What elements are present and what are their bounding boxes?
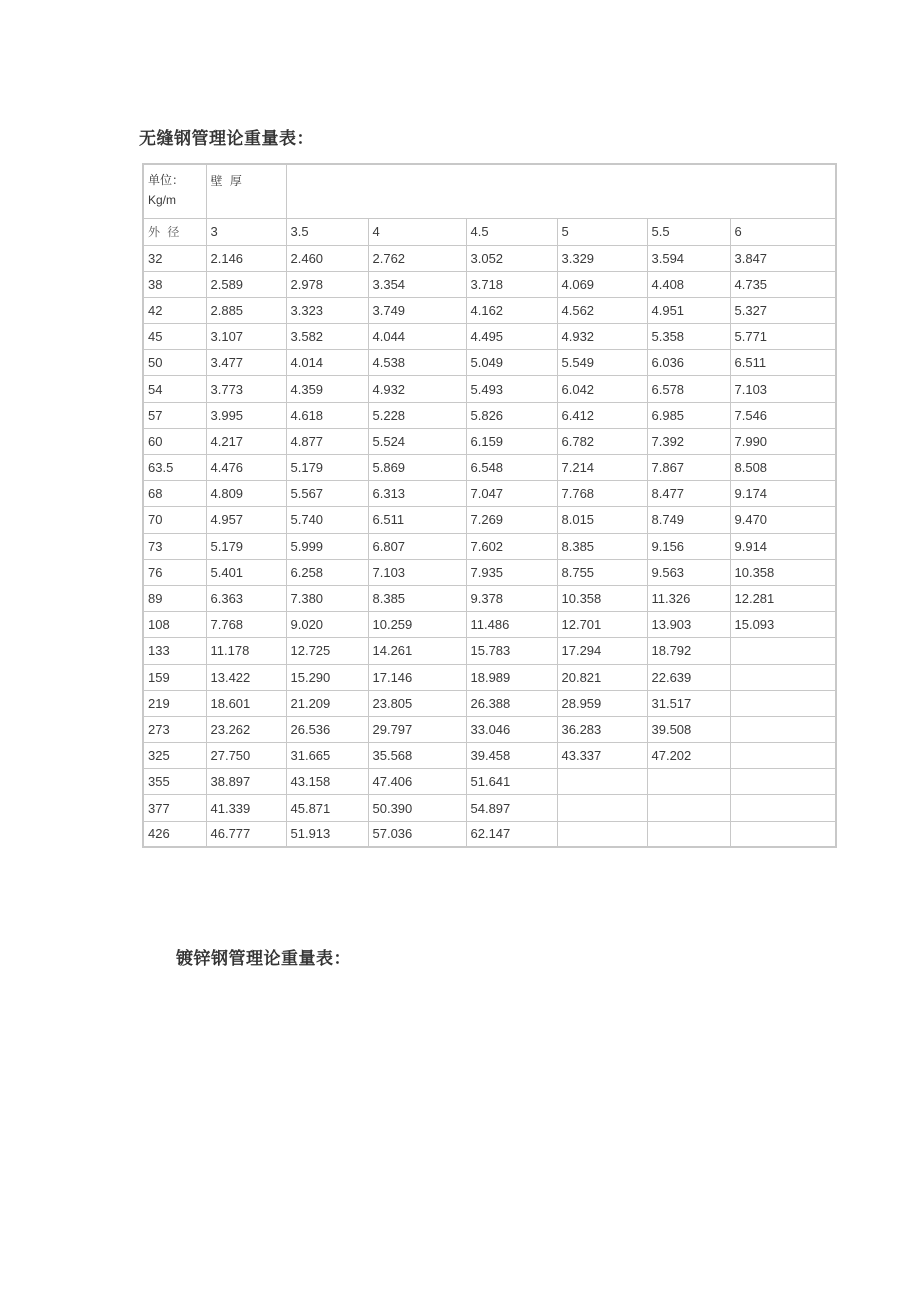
weight-cell: 38.897 xyxy=(206,769,286,795)
weight-cell: 4.162 xyxy=(466,297,557,323)
weight-cell: 5.179 xyxy=(206,533,286,559)
weight-cell: 43.337 xyxy=(557,743,647,769)
weight-cell: 5.771 xyxy=(730,324,836,350)
weight-cell: 4.538 xyxy=(368,350,466,376)
weight-cell xyxy=(557,795,647,821)
seamless-pipe-weight-table xyxy=(142,163,837,848)
weight-cell: 6.807 xyxy=(368,533,466,559)
weight-cell xyxy=(730,664,836,690)
weight-cell: 3.718 xyxy=(466,271,557,297)
weight-cell: 9.378 xyxy=(466,585,557,611)
weight-cell: 7.392 xyxy=(647,428,730,454)
table-row xyxy=(143,428,836,454)
outer-diameter-cell: 70 xyxy=(143,507,206,533)
weight-cell: 5.740 xyxy=(286,507,368,533)
table-row xyxy=(143,664,836,690)
seamless-pipe-title: 无缝钢管理论重量表： xyxy=(139,129,314,149)
weight-cell: 18.792 xyxy=(647,638,730,664)
weight-cell: 4.069 xyxy=(557,271,647,297)
weight-cell: 3.323 xyxy=(286,297,368,323)
weight-cell: 3.582 xyxy=(286,324,368,350)
header-blank-cell xyxy=(286,164,836,218)
weight-cell xyxy=(647,795,730,821)
weight-cell: 39.508 xyxy=(647,716,730,742)
weight-cell: 4.217 xyxy=(206,428,286,454)
weight-cell: 9.914 xyxy=(730,533,836,559)
weight-cell: 6.548 xyxy=(466,455,557,481)
weight-cell: 6.511 xyxy=(730,350,836,376)
weight-cell: 6.511 xyxy=(368,507,466,533)
thickness-header-cell: 5.5 xyxy=(647,218,730,245)
weight-cell: 10.358 xyxy=(730,559,836,585)
weight-cell: 7.768 xyxy=(557,481,647,507)
weight-cell xyxy=(730,821,836,847)
weight-cell: 7.047 xyxy=(466,481,557,507)
table-row xyxy=(143,585,836,611)
thickness-header-cell: 6 xyxy=(730,218,836,245)
weight-cell xyxy=(730,769,836,795)
weight-cell: 7.768 xyxy=(206,612,286,638)
weight-cell: 22.639 xyxy=(647,664,730,690)
outer-diameter-cell: 54 xyxy=(143,376,206,402)
weight-cell: 8.385 xyxy=(557,533,647,559)
weight-cell: 39.458 xyxy=(466,743,557,769)
weight-cell: 41.339 xyxy=(206,795,286,821)
weight-cell: 10.259 xyxy=(368,612,466,638)
weight-cell: 7.867 xyxy=(647,455,730,481)
thickness-header-cell: 3 xyxy=(206,218,286,245)
weight-cell: 9.563 xyxy=(647,559,730,585)
weight-cell: 9.470 xyxy=(730,507,836,533)
weight-cell: 23.262 xyxy=(206,716,286,742)
weight-cell: 6.159 xyxy=(466,428,557,454)
unit-label: 单位： xyxy=(148,173,185,187)
weight-cell xyxy=(730,716,836,742)
weight-cell: 8.015 xyxy=(557,507,647,533)
weight-cell: 4.618 xyxy=(286,402,368,428)
table-row xyxy=(143,402,836,428)
outer-diameter-cell: 38 xyxy=(143,271,206,297)
outer-diameter-cell: 159 xyxy=(143,664,206,690)
outer-diameter-cell: 76 xyxy=(143,559,206,585)
table-row xyxy=(143,297,836,323)
outer-diameter-cell: 45 xyxy=(143,324,206,350)
weight-cell: 3.773 xyxy=(206,376,286,402)
weight-cell: 5.327 xyxy=(730,297,836,323)
unit-value: Kg/m xyxy=(148,193,177,207)
table-row xyxy=(143,612,836,638)
table-row xyxy=(143,324,836,350)
table-row xyxy=(143,795,836,821)
outer-diameter-cell: 108 xyxy=(143,612,206,638)
weight-cell: 23.805 xyxy=(368,690,466,716)
wall-thickness-label: 壁 厚 xyxy=(210,174,244,188)
weight-cell: 7.103 xyxy=(730,376,836,402)
weight-cell: 5.567 xyxy=(286,481,368,507)
weight-cell: 5.179 xyxy=(286,455,368,481)
outer-diameter-cell: 325 xyxy=(143,743,206,769)
weight-cell: 2.460 xyxy=(286,245,368,271)
table-row xyxy=(143,481,836,507)
weight-cell: 3.354 xyxy=(368,271,466,297)
weight-cell: 47.406 xyxy=(368,769,466,795)
weight-cell: 6.782 xyxy=(557,428,647,454)
weight-cell: 26.388 xyxy=(466,690,557,716)
table-row xyxy=(143,769,836,795)
weight-cell: 31.665 xyxy=(286,743,368,769)
weight-cell: 54.897 xyxy=(466,795,557,821)
weight-cell: 3.995 xyxy=(206,402,286,428)
weight-cell: 11.178 xyxy=(206,638,286,664)
weight-cell: 8.508 xyxy=(730,455,836,481)
weight-cell: 7.380 xyxy=(286,585,368,611)
weight-cell: 7.214 xyxy=(557,455,647,481)
weight-cell: 5.228 xyxy=(368,402,466,428)
outer-diameter-cell: 42 xyxy=(143,297,206,323)
outer-diameter-cell: 426 xyxy=(143,821,206,847)
outer-diameter-cell: 273 xyxy=(143,716,206,742)
weight-cell: 9.156 xyxy=(647,533,730,559)
weight-cell: 17.294 xyxy=(557,638,647,664)
outer-diameter-cell: 219 xyxy=(143,690,206,716)
outer-diameter-cell: 50 xyxy=(143,350,206,376)
outer-diameter-cell: 355 xyxy=(143,769,206,795)
outer-diameter-cell: 57 xyxy=(143,402,206,428)
weight-cell xyxy=(730,743,836,769)
weight-cell: 3.749 xyxy=(368,297,466,323)
weight-cell xyxy=(730,795,836,821)
weight-cell: 57.036 xyxy=(368,821,466,847)
unit-cell xyxy=(143,164,206,218)
weight-cell: 5.999 xyxy=(286,533,368,559)
weight-cell: 5.049 xyxy=(466,350,557,376)
table-row xyxy=(143,559,836,585)
weight-cell: 28.959 xyxy=(557,690,647,716)
weight-cell: 20.821 xyxy=(557,664,647,690)
weight-cell: 5.358 xyxy=(647,324,730,350)
table-row xyxy=(143,376,836,402)
weight-cell: 5.493 xyxy=(466,376,557,402)
outer-diameter-cell: 60 xyxy=(143,428,206,454)
weight-cell: 18.601 xyxy=(206,690,286,716)
weight-cell: 6.363 xyxy=(206,585,286,611)
thickness-header-cell: 4.5 xyxy=(466,218,557,245)
weight-cell xyxy=(557,769,647,795)
weight-cell: 7.935 xyxy=(466,559,557,585)
weight-cell: 8.477 xyxy=(647,481,730,507)
weight-cell: 4.495 xyxy=(466,324,557,350)
outer-diameter-cell: 68 xyxy=(143,481,206,507)
weight-cell: 4.359 xyxy=(286,376,368,402)
wall-thickness-header xyxy=(206,164,286,218)
weight-cell: 21.209 xyxy=(286,690,368,716)
weight-cell: 6.985 xyxy=(647,402,730,428)
weight-cell: 50.390 xyxy=(368,795,466,821)
weight-cell: 5.826 xyxy=(466,402,557,428)
outer-diameter-cell: 63.5 xyxy=(143,455,206,481)
weight-cell: 6.036 xyxy=(647,350,730,376)
weight-cell: 51.641 xyxy=(466,769,557,795)
weight-cell: 9.174 xyxy=(730,481,836,507)
weight-cell xyxy=(730,690,836,716)
outer-diameter-label: 外 径 xyxy=(148,225,182,239)
weight-cell: 2.146 xyxy=(206,245,286,271)
thickness-header-cell: 3.5 xyxy=(286,218,368,245)
weight-cell: 9.020 xyxy=(286,612,368,638)
table-row xyxy=(143,245,836,271)
weight-cell: 27.750 xyxy=(206,743,286,769)
outer-diameter-cell: 32 xyxy=(143,245,206,271)
weight-cell: 4.735 xyxy=(730,271,836,297)
table-header-row xyxy=(143,164,836,218)
weight-cell: 4.809 xyxy=(206,481,286,507)
weight-cell: 4.957 xyxy=(206,507,286,533)
table-row xyxy=(143,743,836,769)
weight-cell: 13.422 xyxy=(206,664,286,690)
weight-cell xyxy=(647,769,730,795)
weight-cell: 2.589 xyxy=(206,271,286,297)
outer-diameter-cell: 89 xyxy=(143,585,206,611)
weight-cell: 3.847 xyxy=(730,245,836,271)
weight-cell: 15.093 xyxy=(730,612,836,638)
weight-cell: 2.762 xyxy=(368,245,466,271)
weight-cell: 4.562 xyxy=(557,297,647,323)
weight-cell: 8.755 xyxy=(557,559,647,585)
weight-cell: 15.783 xyxy=(466,638,557,664)
weight-cell: 3.107 xyxy=(206,324,286,350)
weight-cell: 14.261 xyxy=(368,638,466,664)
thickness-header-cell: 5 xyxy=(557,218,647,245)
weight-cell: 3.052 xyxy=(466,245,557,271)
weight-cell: 12.701 xyxy=(557,612,647,638)
weight-cell: 29.797 xyxy=(368,716,466,742)
weight-cell: 5.524 xyxy=(368,428,466,454)
weight-cell: 4.951 xyxy=(647,297,730,323)
weight-cell: 4.476 xyxy=(206,455,286,481)
weight-cell: 51.913 xyxy=(286,821,368,847)
table-row xyxy=(143,507,836,533)
weight-cell xyxy=(647,821,730,847)
weight-cell: 43.158 xyxy=(286,769,368,795)
weight-cell: 10.358 xyxy=(557,585,647,611)
weight-cell: 7.602 xyxy=(466,533,557,559)
weight-cell: 7.990 xyxy=(730,428,836,454)
weight-cell: 45.871 xyxy=(286,795,368,821)
weight-cell: 4.932 xyxy=(557,324,647,350)
table-row xyxy=(143,350,836,376)
weight-cell: 2.978 xyxy=(286,271,368,297)
table-row xyxy=(143,690,836,716)
weight-cell: 7.103 xyxy=(368,559,466,585)
weight-cell: 4.044 xyxy=(368,324,466,350)
weight-cell: 62.147 xyxy=(466,821,557,847)
table-row xyxy=(143,716,836,742)
galvanized-pipe-title: 镀锌钢管理论重量表： xyxy=(176,949,351,969)
thickness-header-row xyxy=(143,218,836,245)
weight-cell: 36.283 xyxy=(557,716,647,742)
weight-cell: 26.536 xyxy=(286,716,368,742)
table-row xyxy=(143,271,836,297)
weight-cell: 12.725 xyxy=(286,638,368,664)
weight-cell: 15.290 xyxy=(286,664,368,690)
weight-cell: 6.258 xyxy=(286,559,368,585)
weight-cell: 8.749 xyxy=(647,507,730,533)
weight-cell: 7.546 xyxy=(730,402,836,428)
weight-cell: 46.777 xyxy=(206,821,286,847)
weight-cell: 18.989 xyxy=(466,664,557,690)
table-row xyxy=(143,638,836,664)
weight-cell: 35.568 xyxy=(368,743,466,769)
weight-cell: 17.146 xyxy=(368,664,466,690)
weight-cell: 11.326 xyxy=(647,585,730,611)
weight-cell xyxy=(730,638,836,664)
weight-cell: 5.401 xyxy=(206,559,286,585)
weight-cell xyxy=(557,821,647,847)
weight-cell: 4.408 xyxy=(647,271,730,297)
weight-cell: 8.385 xyxy=(368,585,466,611)
outer-diameter-cell: 377 xyxy=(143,795,206,821)
weight-cell: 33.046 xyxy=(466,716,557,742)
table-row xyxy=(143,455,836,481)
weight-cell: 3.477 xyxy=(206,350,286,376)
outer-diameter-cell: 73 xyxy=(143,533,206,559)
weight-cell: 4.932 xyxy=(368,376,466,402)
weight-cell: 3.329 xyxy=(557,245,647,271)
weight-cell: 4.877 xyxy=(286,428,368,454)
weight-cell: 5.549 xyxy=(557,350,647,376)
weight-cell: 6.313 xyxy=(368,481,466,507)
weight-cell: 12.281 xyxy=(730,585,836,611)
table-row xyxy=(143,821,836,847)
weight-cell: 6.042 xyxy=(557,376,647,402)
weight-cell: 6.412 xyxy=(557,402,647,428)
outer-diameter-header xyxy=(143,218,206,245)
weight-cell: 3.594 xyxy=(647,245,730,271)
weight-cell: 11.486 xyxy=(466,612,557,638)
weight-cell: 6.578 xyxy=(647,376,730,402)
weight-cell: 4.014 xyxy=(286,350,368,376)
table-row xyxy=(143,533,836,559)
weight-cell: 7.269 xyxy=(466,507,557,533)
weight-cell: 2.885 xyxy=(206,297,286,323)
thickness-header-cell: 4 xyxy=(368,218,466,245)
weight-cell: 5.869 xyxy=(368,455,466,481)
outer-diameter-cell: 133 xyxy=(143,638,206,664)
weight-cell: 47.202 xyxy=(647,743,730,769)
weight-cell: 31.517 xyxy=(647,690,730,716)
weight-cell: 13.903 xyxy=(647,612,730,638)
